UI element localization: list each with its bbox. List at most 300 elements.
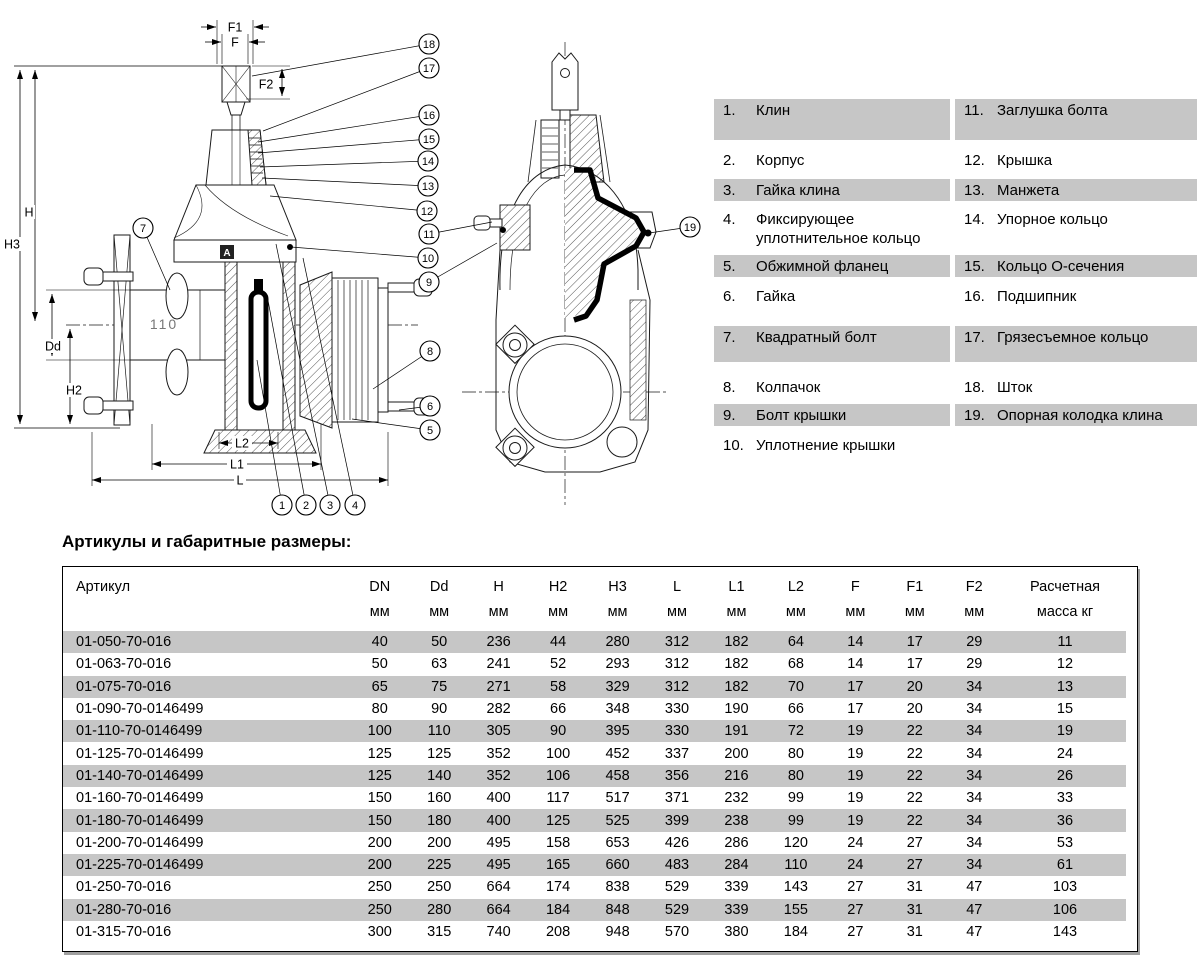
dimension-value: 106 (545, 767, 571, 784)
balloon-number-2: 2 (302, 500, 310, 512)
dimension-value: 305 (486, 723, 511, 740)
table-row (63, 698, 1126, 720)
dimension-value: 36 (1056, 812, 1074, 829)
part-label: Болт крышки (756, 407, 847, 424)
dimension-value: 47 (966, 879, 983, 896)
dimension-value: 34 (966, 834, 983, 851)
leader-line-9 (429, 243, 497, 282)
dimension-value: 216 (724, 767, 749, 784)
dimension-value: 66 (550, 701, 567, 718)
parts-list-item-6 (714, 285, 950, 306)
table-row (63, 854, 1126, 876)
dimension-value: 232 (724, 790, 749, 807)
dimension-value: 34 (966, 745, 983, 762)
dimension-value: 72 (787, 723, 804, 740)
article-code: 01-125-70-0146499 (76, 745, 204, 762)
balloon-number-1: 1 (278, 500, 286, 512)
dimension-value: 75 (431, 678, 448, 695)
dimension-value: 63 (431, 656, 448, 673)
dimension-value: 286 (724, 834, 749, 851)
dimension-value: 66 (787, 701, 804, 718)
dimension-value: 50 (371, 656, 388, 673)
dimension-value: 125 (427, 745, 452, 762)
header-unit: мм (904, 604, 925, 620)
dimension-value: 17 (847, 678, 864, 695)
balloon-number-8: 8 (426, 346, 434, 358)
article-code: 01-110-70-0146499 (76, 723, 203, 740)
dimension-value: 19 (847, 790, 864, 807)
dimension-value: 150 (367, 790, 392, 807)
dimension-value: 200 (367, 857, 392, 874)
dimension-value: 31 (906, 924, 923, 940)
dimension-value: 339 (724, 879, 749, 896)
part-label: Квадратный болт (756, 329, 877, 346)
column-header-L (647, 576, 706, 623)
part-number: 17. (964, 329, 985, 346)
balloon-number-4: 4 (351, 500, 359, 512)
dimension-value: 948 (605, 924, 630, 940)
header-label: L2 (787, 579, 804, 595)
column-header-DN (350, 576, 409, 623)
dimension-value: 284 (724, 857, 749, 874)
dimension-value: 90 (431, 701, 448, 718)
part-label: Корпус (756, 152, 805, 169)
dimension-value: 31 (906, 879, 923, 896)
dimension-value: 11 (1057, 634, 1073, 651)
dimension-value: 740 (486, 924, 511, 940)
dimension-value: 525 (605, 812, 630, 829)
parts-list-item-10 (714, 434, 950, 455)
dim-label-Dd: Dd (45, 339, 61, 354)
balloon-number-10: 10 (421, 253, 435, 265)
dimension-value: 34 (966, 678, 983, 695)
dimension-value: 120 (783, 834, 808, 851)
dimension-value: 100 (545, 745, 571, 762)
parts-list-item-12 (955, 149, 1197, 173)
article-code: 01-200-70-0146499 (76, 834, 204, 851)
dimension-value: 22 (906, 723, 923, 740)
part-number: 16. (964, 288, 985, 305)
balloon-number-18: 18 (422, 39, 436, 51)
table-header-row (63, 567, 1126, 631)
dimension-value: 61 (1056, 857, 1074, 874)
parts-list-item-19 (955, 404, 1197, 426)
bonnet-neck (206, 130, 266, 185)
dimension-value: 34 (966, 723, 983, 740)
balloon-number-5: 5 (426, 425, 434, 437)
column-header-H (469, 576, 528, 623)
part-number: 11. (964, 102, 984, 119)
part-label: Обжимной фланец (756, 258, 889, 275)
leader-line-5 (352, 419, 430, 430)
dimension-value: 15 (1056, 701, 1074, 718)
dimension-value: 200 (367, 834, 392, 851)
balloon-number-19: 19 (683, 222, 697, 234)
dimension-value: 400 (486, 790, 511, 807)
header-label: L (672, 579, 682, 595)
column-header-Dd (409, 576, 468, 623)
dimension-value: 80 (371, 701, 388, 718)
parts-list-item-14 (955, 208, 1197, 248)
dimension-value: 191 (724, 723, 749, 740)
header-label: H (493, 579, 504, 595)
balloon-number-12: 12 (420, 206, 434, 218)
table-row (63, 631, 1126, 653)
part-number: 7. (723, 329, 736, 346)
header-label: F (850, 579, 860, 595)
logo-letter: A (223, 248, 231, 259)
dimension-value: 250 (367, 901, 392, 918)
dimension-value: 117 (546, 790, 570, 807)
parts-list-item-4 (714, 208, 950, 248)
balloon-number-17: 17 (422, 63, 436, 75)
dimension-value: 352 (486, 767, 511, 784)
header-unit: мм (785, 604, 806, 620)
dimension-value: 200 (724, 745, 749, 762)
dimension-value: 293 (605, 656, 630, 673)
dimension-value: 250 (427, 879, 452, 896)
dim-label-F: F (231, 35, 239, 50)
dimension-value: 184 (545, 901, 571, 918)
pipe-marking: 110 (149, 316, 179, 332)
article-code: 01-250-70-016 (76, 879, 172, 896)
parts-list-item-7 (714, 326, 950, 362)
header-label: F2 (965, 579, 983, 595)
dimension-value: 653 (605, 834, 630, 851)
part-label: Заглушка болта (997, 102, 1108, 119)
dimension-value: 495 (486, 834, 511, 851)
dimension-value: 312 (664, 634, 690, 651)
column-header-H3 (588, 576, 647, 623)
dimension-value: 400 (486, 812, 511, 829)
dimension-value: 19 (847, 745, 864, 762)
front-section-view (462, 42, 668, 505)
dimension-value: 80 (787, 745, 804, 762)
dimension-value: 53 (1056, 834, 1074, 851)
dimension-value: 34 (966, 812, 983, 829)
dimension-value: 348 (605, 701, 630, 718)
dimension-value: 33 (1056, 790, 1074, 807)
dimension-value: 27 (847, 924, 864, 940)
leader-line-13 (262, 178, 428, 186)
dim-label-F1: F1 (227, 20, 243, 35)
right-coupling (300, 272, 432, 428)
dimension-value: 17 (847, 701, 864, 718)
article-code: 01-180-70-0146499 (76, 812, 204, 829)
part-label: Грязесъемное кольцо (997, 329, 1149, 346)
dimension-value: 570 (664, 924, 690, 940)
dimension-value: 125 (367, 767, 392, 784)
dimension-value: 174 (545, 879, 571, 896)
part-number: 18. (964, 379, 985, 396)
parts-list-item-1 (714, 99, 950, 140)
part-label: Уплотнение крышки (756, 437, 896, 454)
dim-label-H3: H3 (4, 237, 20, 252)
dimension-value: 58 (550, 678, 567, 695)
dimension-value: 100 (367, 723, 392, 740)
parts-list-empty-cell (955, 434, 1197, 455)
stem-head (222, 66, 250, 130)
column-header-Артикул (63, 576, 350, 623)
dimension-value: 13 (1056, 678, 1074, 695)
dimension-value: 22 (906, 790, 923, 807)
header-unit: мм (964, 604, 985, 620)
balloon-number-11: 11 (423, 229, 435, 241)
part-label: Упорное кольцо (997, 211, 1108, 228)
part-number: 19. (964, 407, 985, 424)
dim-label-H2: H2 (66, 383, 82, 398)
parts-list-item-8 (714, 376, 950, 397)
dimension-value: 312 (664, 678, 690, 695)
header-label: H2 (548, 579, 568, 595)
dimension-value: 241 (486, 656, 511, 673)
dimension-value: 529 (664, 901, 690, 918)
parts-list-item-2 (714, 149, 950, 173)
header-label: H3 (608, 579, 627, 595)
left-flange-bolt (474, 205, 530, 250)
dimension-value: 143 (1052, 924, 1078, 940)
table-title: Артикулы и габаритные размеры: (62, 532, 352, 551)
dim-label-L1: L1 (230, 457, 244, 472)
dimension-value: 356 (664, 767, 690, 784)
dimension-value: 17 (906, 634, 923, 651)
column-header-L1 (707, 576, 766, 623)
dimensions-table (62, 566, 1138, 952)
dimension-value: 848 (605, 901, 630, 918)
dimension-value: 24 (847, 857, 864, 874)
dimension-value: 330 (664, 723, 690, 740)
balloon-number-7: 7 (139, 223, 147, 235)
dimension-value: 182 (724, 678, 749, 695)
table-row (63, 787, 1126, 809)
dimension-value: 22 (906, 812, 923, 829)
dimension-value: 90 (550, 723, 567, 740)
column-header-F1 (885, 576, 944, 623)
bore-and-flange (496, 325, 637, 466)
dimension-value: 140 (427, 767, 452, 784)
dimension-value: 22 (906, 767, 923, 784)
leader-line-14 (260, 161, 428, 167)
column-header-H2 (528, 576, 587, 623)
dimension-value: 47 (966, 924, 983, 940)
dimension-value: 19 (847, 812, 864, 829)
dimension-value: 103 (1052, 879, 1078, 896)
balloon-number-3: 3 (326, 500, 334, 512)
part-number: 2. (723, 152, 736, 169)
dimension-value: 452 (605, 745, 630, 762)
dimension-value: 99 (787, 790, 804, 807)
parts-list (714, 99, 1197, 455)
dimension-value: 352 (486, 745, 511, 762)
header-unit: мм (667, 604, 687, 620)
dimension-value: 395 (605, 723, 630, 740)
header-label: Расчетная (1029, 579, 1100, 595)
article-code: 01-140-70-0146499 (76, 767, 204, 784)
column-header-Расчетная (1004, 576, 1126, 623)
table-row (63, 876, 1126, 898)
part-number: 1. (723, 102, 736, 119)
dimension-value: 280 (427, 901, 452, 918)
article-code: 01-160-70-0146499 (76, 790, 204, 807)
dimension-value: 99 (787, 812, 804, 829)
parts-list-item-11 (955, 99, 1197, 140)
dimension-value: 52 (550, 656, 567, 673)
article-code: 01-075-70-016 (76, 678, 172, 695)
dimension-value: 664 (486, 901, 511, 918)
dimension-value: 664 (486, 879, 511, 896)
dimension-value: 282 (486, 701, 511, 718)
dimension-value: 80 (787, 767, 804, 784)
dimension-value: 19 (1056, 723, 1074, 740)
header-unit: мм (726, 604, 747, 620)
dimension-value: 250 (367, 879, 392, 896)
parts-list-item-16 (955, 285, 1197, 306)
dimension-value: 29 (966, 656, 983, 673)
table-row (63, 720, 1126, 742)
part-number: 15. (964, 258, 985, 275)
table-row (63, 742, 1126, 764)
parts-list-item-15 (955, 255, 1197, 277)
balloon-number-14: 14 (421, 156, 435, 168)
parts-list-item-17 (955, 326, 1197, 362)
dimension-value: 155 (783, 901, 808, 918)
header-unit: мм (429, 604, 450, 620)
header-unit: мм (548, 604, 569, 620)
dimension-value: 34 (966, 857, 983, 874)
dimension-value: 150 (367, 812, 392, 829)
dimension-value: 300 (367, 924, 392, 940)
dimension-value: 184 (783, 924, 808, 940)
part-label: Манжета (997, 182, 1060, 199)
dimension-value: 26 (1056, 767, 1074, 784)
header-label: F1 (906, 579, 924, 595)
dimension-value: 160 (427, 790, 452, 807)
dimension-value: 110 (784, 857, 808, 874)
dimension-value: 19 (847, 723, 864, 740)
article-code: 01-280-70-016 (76, 901, 172, 918)
dimension-value: 29 (966, 634, 983, 651)
dimension-value: 238 (724, 812, 749, 829)
dimension-value: 208 (545, 924, 571, 940)
dimension-value: 458 (605, 767, 630, 784)
part-label: Гайка (756, 288, 796, 305)
dimension-value: 312 (664, 656, 690, 673)
part-number: 8. (723, 379, 736, 396)
dimension-value: 339 (724, 901, 749, 918)
table-row (63, 921, 1126, 943)
balloon-number-16: 16 (422, 110, 436, 122)
dimension-value: 34 (966, 767, 983, 784)
part-label: Крышка (997, 152, 1053, 169)
balloon-number-15: 15 (422, 134, 436, 146)
article-code: 01-090-70-0146499 (76, 701, 204, 718)
dimension-value: 125 (545, 812, 571, 829)
table-row (63, 676, 1126, 698)
dimension-value: 165 (545, 857, 571, 874)
dimension-value: 529 (664, 879, 690, 896)
part-label: Клин (756, 102, 791, 119)
part-label: Опорная колодка клина (997, 407, 1163, 424)
dimension-value: 200 (427, 834, 452, 851)
dimension-value: 399 (664, 812, 690, 829)
dimension-value: 44 (550, 634, 567, 651)
dimension-value: 31 (906, 901, 923, 918)
parts-list-item-9 (714, 404, 950, 426)
dimension-value: 40 (371, 634, 388, 651)
dimension-value: 64 (787, 634, 804, 651)
dimension-value: 330 (664, 701, 690, 718)
dim-label-L2: L2 (235, 436, 249, 451)
article-code: 01-315-70-016 (76, 924, 172, 940)
dimension-value: 27 (847, 879, 864, 896)
parts-list-item-3 (714, 179, 950, 201)
table-row (63, 832, 1126, 854)
dimension-value: 236 (486, 634, 511, 651)
part-number: 6. (723, 288, 736, 305)
dimension-value: 125 (367, 745, 392, 762)
table-row (63, 899, 1126, 921)
dimension-value: 426 (664, 834, 690, 851)
header-unit: мм (607, 604, 628, 620)
dimension-value: 110 (427, 723, 451, 740)
wedge-silhouette (565, 168, 644, 320)
dimension-value: 838 (605, 879, 630, 896)
balloon-number-9: 9 (425, 277, 433, 289)
dimension-value: 65 (371, 678, 388, 695)
dimension-value: 380 (724, 924, 749, 940)
part-label: Шток (997, 379, 1033, 396)
parts-list-item-18 (955, 376, 1197, 397)
part-label: Колпачок (756, 379, 821, 396)
header-unit: мм (488, 604, 509, 620)
dimension-value: 34 (966, 701, 983, 718)
dimension-value: 190 (724, 701, 749, 718)
column-header-F (826, 576, 885, 623)
dimension-value: 20 (906, 701, 923, 718)
dimension-value: 182 (724, 656, 749, 673)
part-label: Фиксирующее уплотнительное кольцо (756, 211, 921, 247)
dimension-value: 34 (966, 790, 983, 807)
header-unit: мм (845, 604, 866, 620)
column-header-F2 (945, 576, 1004, 623)
dimension-value: 225 (427, 857, 452, 874)
stem-fork (552, 53, 578, 120)
header-label: Dd (429, 579, 449, 595)
part-number: 3. (723, 182, 736, 199)
parts-list-item-5 (714, 255, 950, 277)
leader-line-18 (252, 44, 429, 76)
dimension-value: 337 (664, 745, 690, 762)
table-row (63, 653, 1126, 675)
dimension-value: 143 (783, 879, 808, 896)
part-number: 12. (964, 152, 985, 169)
part-number: 13. (964, 182, 985, 199)
dimension-value: 280 (605, 634, 630, 651)
dim-label-H: H (24, 205, 34, 220)
parts-list-item-13 (955, 179, 1197, 201)
dimension-value: 271 (486, 678, 511, 695)
part-label: Кольцо О-сечения (997, 258, 1125, 275)
table-row (63, 765, 1126, 787)
dimension-value: 70 (787, 678, 804, 695)
dim-label-F2: F2 (258, 77, 274, 92)
header-unit: мм (369, 604, 390, 620)
dimension-value: 158 (545, 834, 571, 851)
dimension-value: 24 (1056, 745, 1074, 762)
dimension-value: 22 (906, 745, 923, 762)
balloon-number-13: 13 (421, 181, 435, 193)
part-number: 10. (723, 437, 744, 454)
